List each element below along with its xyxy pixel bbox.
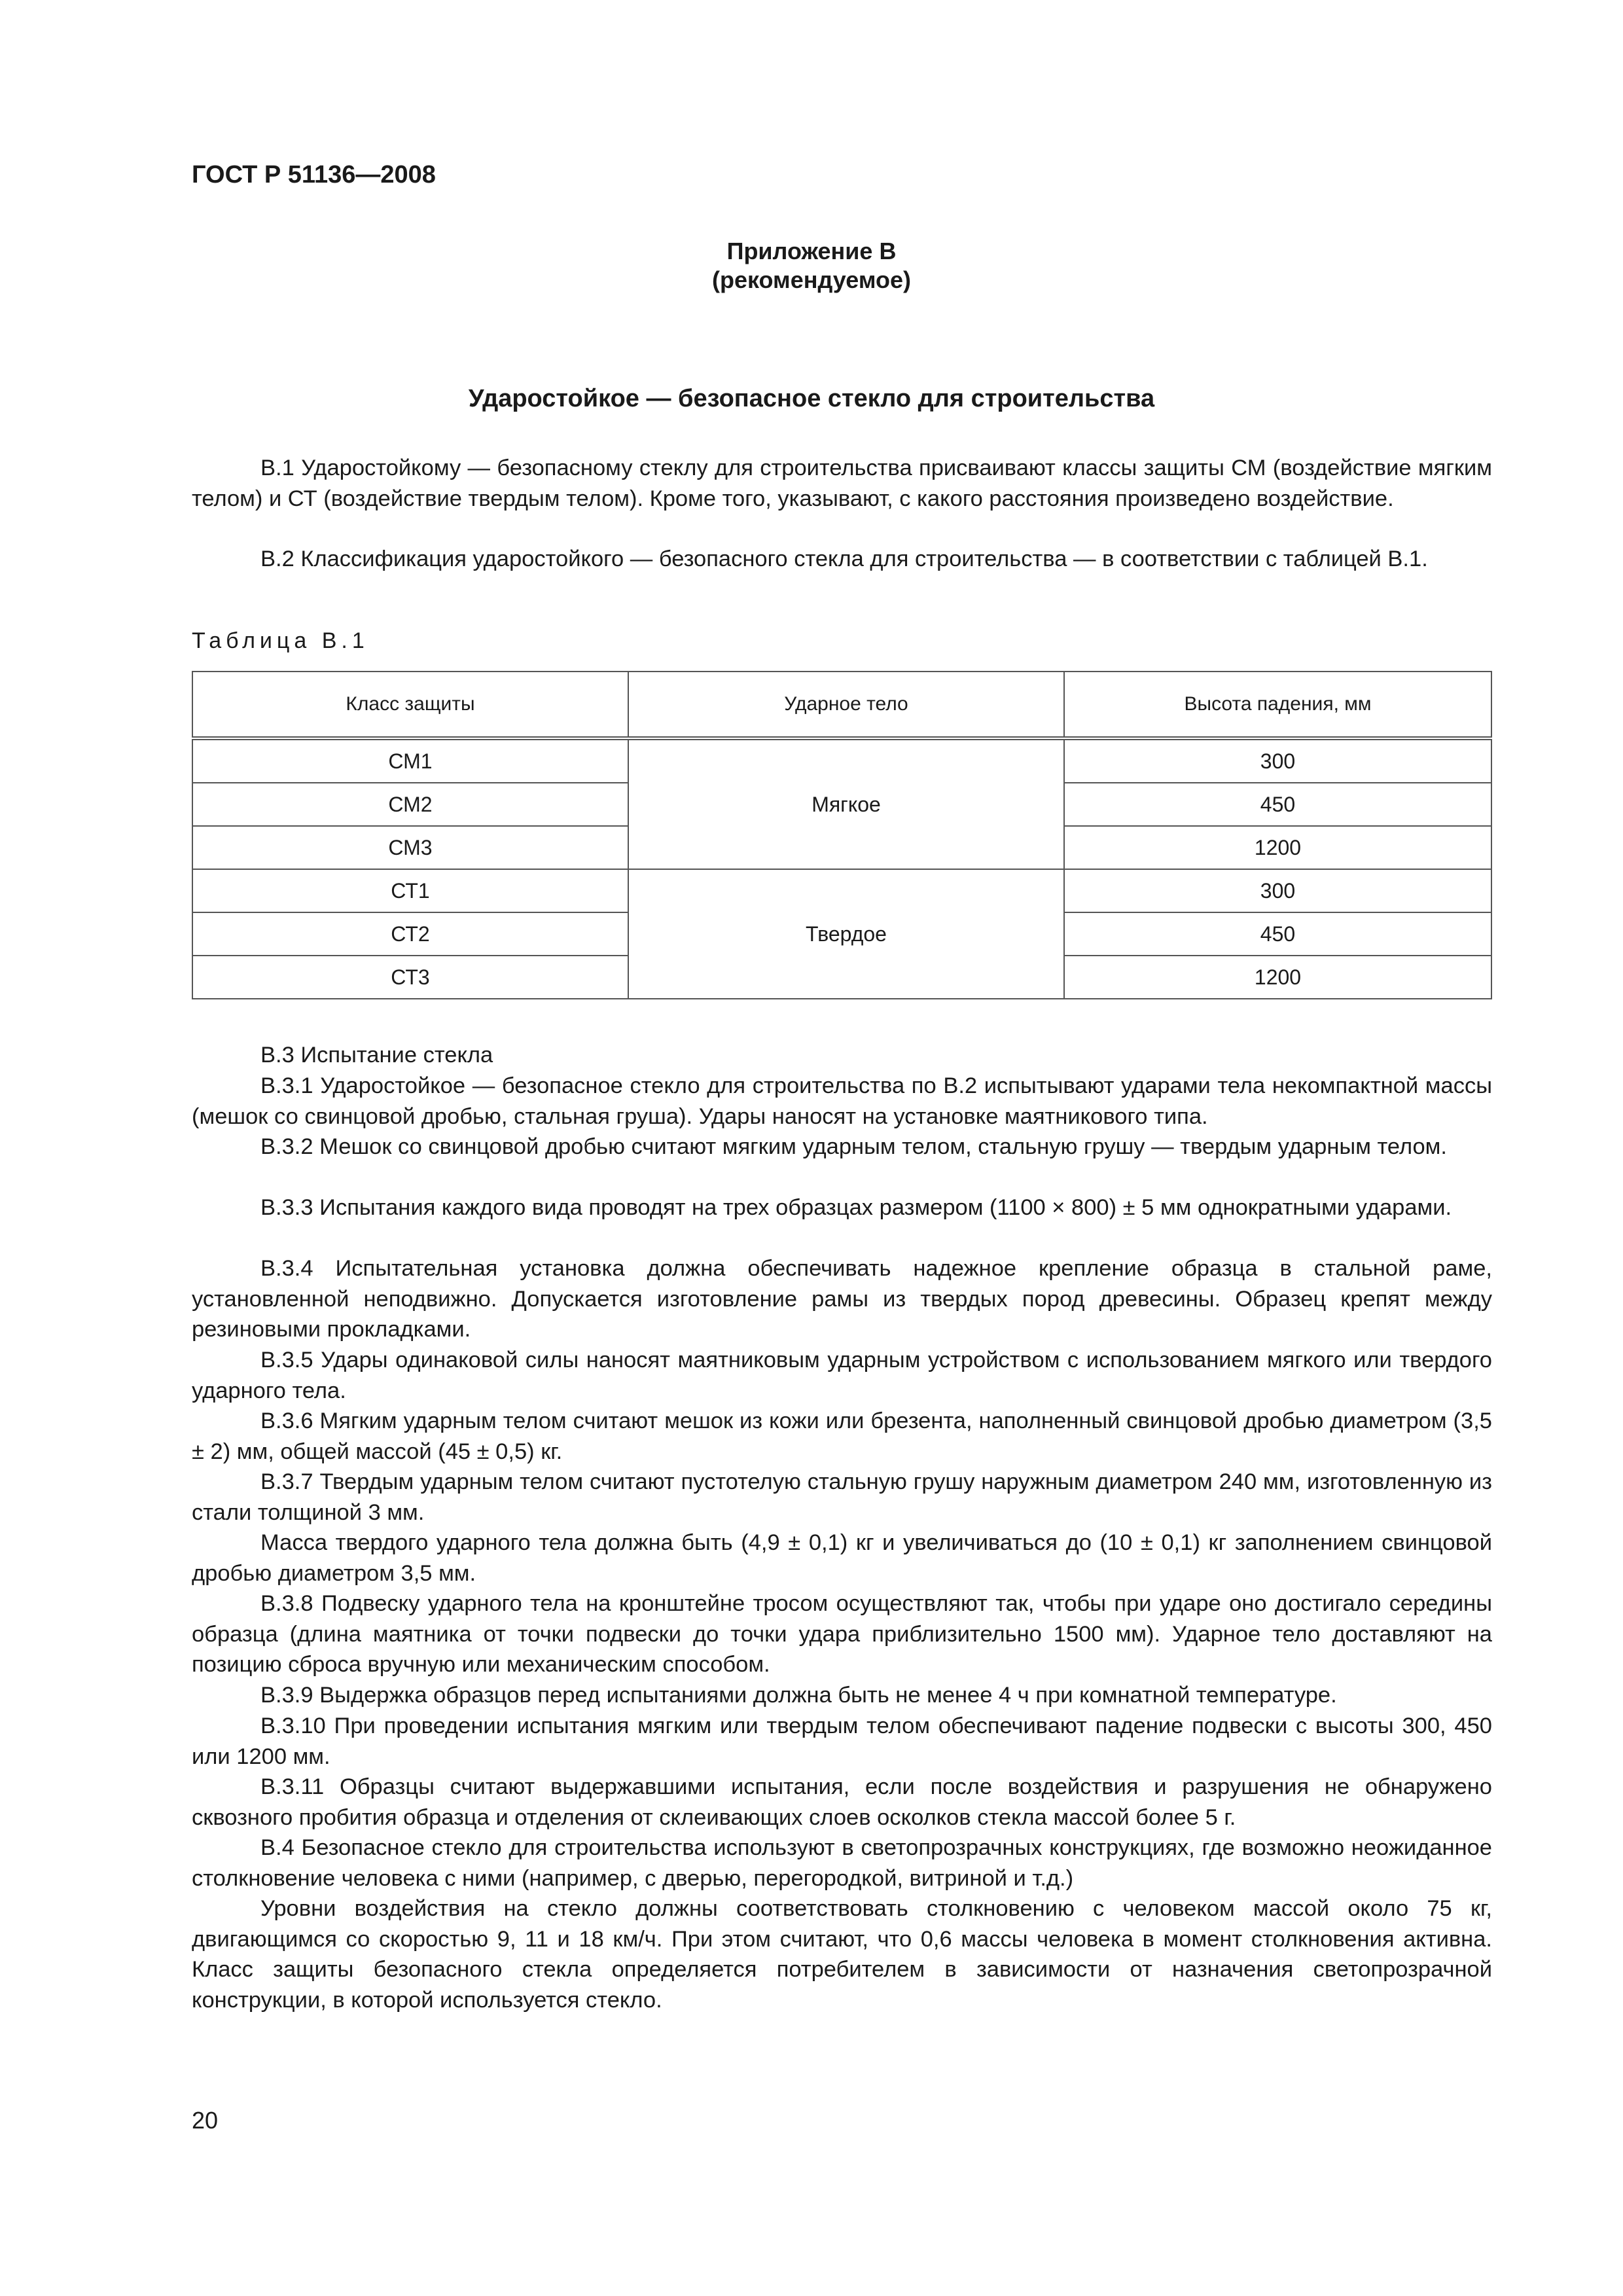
table-cell-class: СМ1	[192, 738, 628, 783]
table-cell-class: СМ2	[192, 783, 628, 826]
page-number: 20	[192, 2107, 219, 2134]
document-title: Ударостойкое — безопасное стекло для строительства	[468, 385, 1155, 412]
table-cell-height: 300	[1064, 738, 1491, 783]
paragraph-b3-7: В.3.7 Твердым ударным телом считают пустотелую стальную грушу наружным диаметром 240 мм, изготовленную из стали толщиной 3 мм.	[192, 1469, 1492, 1525]
table-cell-class: СТ2	[192, 912, 628, 956]
paragraph-b3-1: В.3.1 Ударостойкое — безопасное стекло для строительства по В.2 испытывают ударами тела некомпактной массы (мешок со свинцовой дробью, стальная груша). Удары наносят на установке маятникового типа.	[192, 1073, 1492, 1129]
table-header-height: Высота падения, мм	[1064, 672, 1491, 738]
table-cell-height: 450	[1064, 783, 1491, 826]
document-header: ГОСТ Р 51136—2008	[192, 161, 436, 188]
paragraph-b4: В.4 Безопасное стекло для строительства используют в светопрозрачных конструкциях, где возможно неожиданное столкновение человека с ними (например, с дверью, перегородкой, витриной и т.д.)	[192, 1835, 1492, 1891]
table-cell-class: СТ3	[192, 956, 628, 999]
paragraph-b3-8: В.3.8 Подвеску ударного тела на кронштейне тросом осуществляют так, чтобы при ударе оно достигало середины образца (длина маятника от точки подвески до точки удара приблизительно 1500 мм). Ударное тело доставляют на позицию сброса вручную или механическим способом.	[192, 1591, 1492, 1677]
classification-table	[192, 671, 1492, 999]
table-cell-class: СМ3	[192, 826, 628, 869]
appendix-title: Приложение В	[726, 238, 897, 264]
paragraph-b3-5: В.3.5 Удары одинаковой силы наносят маятниковым ударным устройством с использованием мягкого или твердого ударного тела.	[192, 1348, 1492, 1403]
paragraph-b1: В.1 Ударостойкому — безопасному стеклу для строительства присваивают классы защиты СМ (воздействие мягким телом) и СТ (воздействие твердым телом). Кроме того, указывают, с какого расстояния произведено воздействие.	[192, 456, 1492, 511]
table-cell-body: Твердое	[628, 869, 1064, 999]
table-cell-height: 300	[1064, 869, 1491, 912]
paragraph-b3-9: В.3.9 Выдержка образцов перед испытаниями должна быть не менее 4 ч при комнатной температуре.	[260, 1683, 1337, 1708]
table-cell-height: 1200	[1064, 956, 1491, 999]
paragraph-b3-6: В.3.6 Мягким ударным телом считают мешок из кожи или брезента, наполненный свинцовой дробью диаметром (3,5 ± 2) мм, общей массой (45 ± 0,5) кг.	[192, 1408, 1492, 1464]
table-header-body: Ударное тело	[628, 672, 1064, 738]
table-row	[192, 738, 1491, 783]
table-cell-body: Мягкое	[628, 738, 1064, 869]
paragraph-b3-3: В.3.3 Испытания каждого вида проводят на трех образцах размером (1100 × 800) ± 5 мм однократными ударами.	[260, 1195, 1452, 1220]
appendix-note: (рекомендуемое)	[712, 266, 911, 293]
paragraph-mass: Масса твердого ударного тела должна быть (4,9 ± 0,1) кг и увеличиваться до (10 ± 0,1) кг заполнением свинцовой дробью диаметром 3,5 мм.	[192, 1530, 1492, 1586]
paragraph-b2: В.2 Классификация ударостойкого — безопасного стекла для строительства — в соответствии с таблицей В.1.	[260, 547, 1428, 571]
paragraph-b3-11: В.3.11 Образцы считают выдержавшими испытания, если после воздействия и разрушения не обнаружено сквозного пробития образца и отделения от склеивающих слоев осколков стекла массой более 5 г.	[192, 1774, 1492, 1830]
table-cell-height: 1200	[1064, 826, 1491, 869]
paragraph-b3: В.3 Испытание стекла	[260, 1043, 493, 1067]
table-cell-class: СТ1	[192, 869, 628, 912]
table-row	[192, 869, 1491, 912]
table-caption: Таблица В.1	[192, 628, 369, 653]
paragraph-b3-2: В.3.2 Мешок со свинцовой дробью считают мягким ударным телом, стальную грушу — твердым ударным телом.	[260, 1134, 1447, 1159]
table-cell-height: 450	[1064, 912, 1491, 956]
paragraph-b3-4: В.3.4 Испытательная установка должна обеспечивать надежное крепление образца в стальной раме, установленной неподвижно. Допускается изготовление рамы из твердых пород древесины. Образец крепят между резиновыми прокладками.	[192, 1256, 1492, 1342]
table-header-class: Класс защиты	[192, 672, 628, 738]
table-header-row	[192, 672, 1491, 738]
paragraph-levels: Уровни воздействия на стекло должны соответствовать столкновению с человеком массой около 75 кг, двигающимся со скоростью 9, 11 и 18 км/ч. При этом считают, что 0,6 массы человека в момент столкновения активна. Класс защиты безопасного стекла определяется потребителем в зависимости от назначения светопрозрачной конструкции, в которой используется стекло.	[192, 1896, 1492, 2013]
paragraph-b3-10: В.3.10 При проведении испытания мягким или твердым телом обеспечивают падение подвески с высоты 300, 450 или 1200 мм.	[192, 1713, 1492, 1769]
